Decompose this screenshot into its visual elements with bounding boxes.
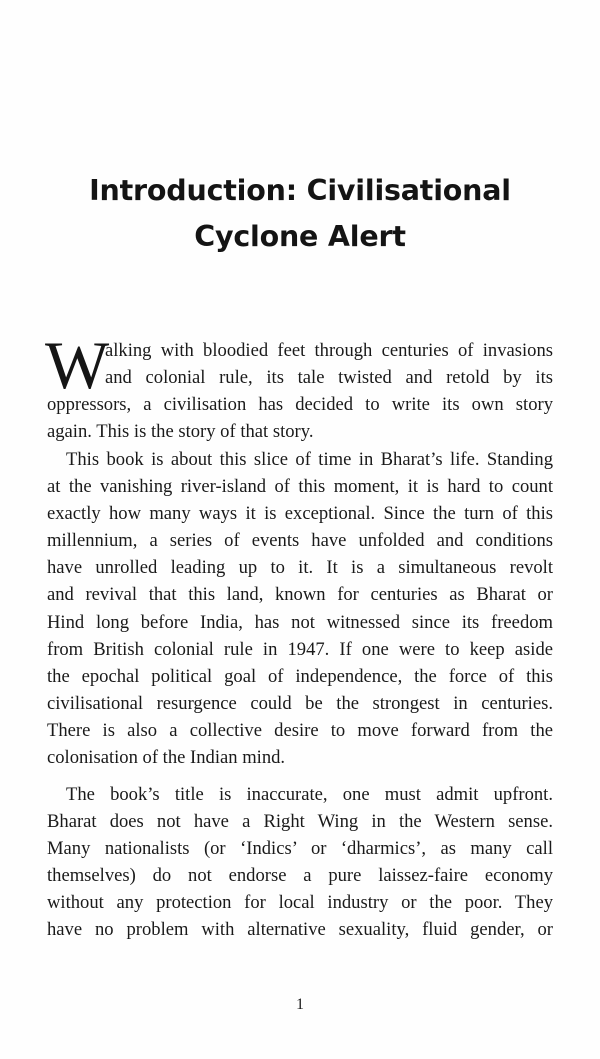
text-line: Bharat does not have a Right Wing in the Western sense. (47, 810, 553, 832)
text-line: without any protection for local industry or the poor. They (47, 892, 553, 914)
text-line: Hind long before India, has not witnessed since its freedom (47, 611, 553, 633)
paragraph-gap (47, 772, 553, 781)
paragraph-3 (47, 781, 553, 944)
text-line: exactly how many ways it is exceptional. Since the turn of this (47, 502, 553, 524)
text-line: civilisational resurgence could be the strongest in centuries. (47, 693, 553, 715)
text-line: There is also a collective desire to move forward from the (47, 720, 553, 742)
text-line: have no problem with alternative sexuality, fluid gender, or (47, 919, 553, 941)
text-line: and colonial rule, its tale twisted and retold by its (105, 367, 553, 389)
text-line: Many nationalists (or ‘Indics’ or ‘dharmics’, as many call (47, 837, 553, 859)
text-line: The book’s title is inaccurate, one must admit upfront. (66, 783, 553, 805)
page-number: 1 (296, 996, 304, 1013)
paragraph-1 (45, 327, 553, 446)
text-line: alking with bloodied feet through centuries of invasions (105, 340, 553, 361)
text-line: have unrolled leading up to it. It is a simultaneous revolt (47, 557, 553, 579)
text-line: the epochal political goal of independence, the force of this (47, 665, 553, 687)
text-line: and revival that this land, known for centuries as Bharat or (47, 584, 553, 606)
text-line: again. This is the story of that story. (47, 421, 314, 443)
chapter-title (40, 168, 560, 260)
text-line: from British colonial rule in 1947. If one were to keep aside (47, 638, 553, 660)
chapter-body (45, 327, 553, 943)
chapter-title-line-2: Cyclone Alert (194, 220, 406, 253)
text-line: This book is about this slice of time in Bharat’s life. Standing (66, 448, 553, 470)
text-line: oppressors, a civilisation has decided to write its own story (47, 394, 553, 416)
text-line: millennium, a series of events have unfolded and conditions (47, 530, 553, 552)
text-line: themselves) do not endorse a pure laissez-faire economy (47, 864, 553, 886)
paragraph-2 (47, 446, 553, 772)
drop-cap: W (45, 327, 110, 403)
chapter-title-line-1: Introduction: Civilisational (89, 174, 511, 207)
text-line: colonisation of the Indian mind. (47, 747, 286, 769)
text-line: at the vanishing river-island of this moment, it is hard to count (47, 475, 553, 497)
